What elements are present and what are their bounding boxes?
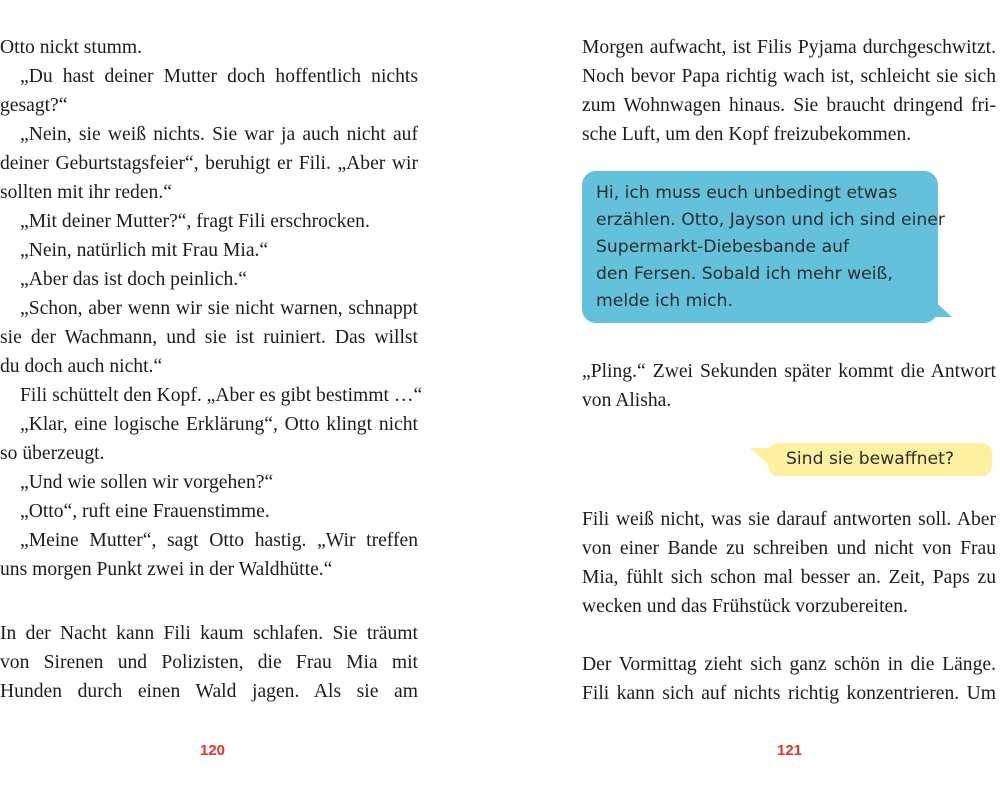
text-line: so überzeugt. bbox=[0, 443, 105, 464]
text-line: „Otto“, ruft eine Frauenstimme. bbox=[20, 501, 270, 522]
text-line: sie der Wachmann, und sie ist ruiniert. Das willst bbox=[0, 327, 418, 348]
text-line: „Klar, eine logische Erklärung“, Otto klingt nicht bbox=[20, 414, 418, 435]
text-line: „Und wie sollen wir vorgehen?“ bbox=[20, 472, 274, 493]
text-line: du doch auch nicht.“ bbox=[0, 356, 163, 377]
page-number: 121 bbox=[777, 742, 803, 759]
received-message-bubble bbox=[768, 443, 992, 476]
text-line: sche Luft, um den Kopf freizubekommen. bbox=[582, 124, 912, 145]
text-line: In der Nacht kann Fili kaum schlafen. Sie träumt bbox=[0, 623, 418, 644]
text-line: deiner Geburtstagsfeier“, beruhigt er Fili. „Aber wir bbox=[0, 153, 418, 174]
sent-message-bubble bbox=[582, 171, 945, 323]
text-line: „Aber das ist doch peinlich.“ bbox=[20, 269, 247, 290]
text-line: Hunden durch einen Wald jagen. Als sie am bbox=[0, 681, 418, 702]
page-number: 120 bbox=[200, 742, 226, 759]
text-line: von Alisha. bbox=[582, 390, 672, 411]
text-line: „Mit deiner Mutter?“, fragt Fili erschrocken. bbox=[20, 211, 370, 232]
text-line: Noch bevor Papa richtig wach ist, schleicht sie sich bbox=[582, 66, 996, 87]
right-page bbox=[582, 0, 1000, 800]
text-line: zum Wohnwagen hinaus. Sie braucht dringend fri- bbox=[582, 95, 996, 116]
message-line: Supermarkt-Diebesbande auf bbox=[596, 237, 850, 257]
text-line: von einer Bande zu schreiben und nicht von Frau bbox=[582, 538, 996, 559]
text-line: Morgen aufwacht, ist Filis Pyjama durchgeschwitzt. bbox=[582, 37, 996, 58]
text-line: „Nein, natürlich mit Frau Mia.“ bbox=[20, 240, 269, 261]
text-line: gesagt?“ bbox=[0, 95, 68, 116]
text-line: Fili schüttelt den Kopf. „Aber es gibt bestimmt …“ bbox=[20, 385, 423, 406]
text-line: wecken und das Frühstück vorzubereiten. bbox=[582, 596, 908, 617]
text-line: „Meine Mutter“, sagt Otto hastig. „Wir treffen bbox=[20, 530, 418, 551]
message-line: Sind sie bewaffnet? bbox=[786, 449, 954, 469]
text-line: von Sirenen und Polizisten, die Frau Mia mit bbox=[0, 652, 418, 673]
sent-bubble-tail bbox=[930, 297, 952, 317]
text-line: Fili kann sich auf nichts richtig konzentrieren. Um bbox=[582, 683, 996, 704]
text-line: Otto nickt stumm. bbox=[0, 37, 143, 58]
message-line: den Fersen. Sobald ich mehr weiß, bbox=[596, 264, 893, 284]
text-line: „Nein, sie weiß nichts. Sie war ja auch nicht auf bbox=[20, 124, 418, 145]
text-line: Mia, fühlt sich schon mal besser an. Zeit, Paps zu bbox=[582, 567, 996, 588]
text-line: „Pling.“ Zwei Sekunden später kommt die Antwort bbox=[582, 361, 996, 382]
message-line: Hi, ich muss euch unbedingt etwas bbox=[596, 183, 898, 203]
text-line: „Schon, aber wenn wir sie nicht warnen, schnappt bbox=[20, 298, 418, 319]
received-bubble-tail bbox=[750, 448, 770, 466]
text-line: sollten mit ihr reden.“ bbox=[0, 182, 172, 203]
text-line: uns morgen Punkt zwei in der Waldhütte.“ bbox=[0, 559, 333, 580]
text-line: Fili weiß nicht, was sie darauf antworten soll. Aber bbox=[582, 509, 996, 530]
text-line: „Du hast deiner Mutter doch hoffentlich nichts bbox=[20, 66, 418, 87]
message-line: erzählen. Otto, Jayson und ich sind einer bbox=[596, 210, 945, 230]
left-page bbox=[0, 0, 423, 800]
message-line: melde ich mich. bbox=[596, 291, 733, 311]
text-line: Der Vormittag zieht sich ganz schön in die Länge. bbox=[582, 654, 996, 675]
